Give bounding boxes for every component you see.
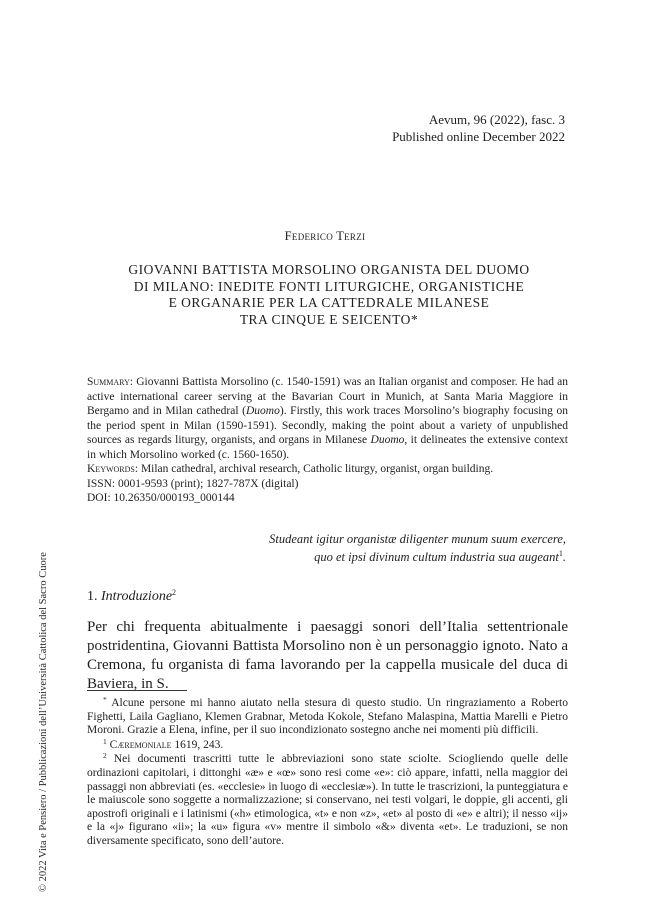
copyright-sidebar: © 2022 Vita e Pensiero / Pubblicazioni dell’Università Cattolica del Sacro Cuore	[38, 552, 49, 892]
footnote	[87, 736, 568, 753]
title-line-text: TRA CINQUE E SEICENTO	[239, 311, 411, 327]
footnote-ref[interactable]: 2	[172, 588, 177, 597]
section-number: 1.	[87, 589, 101, 604]
footnote	[87, 697, 568, 738]
footnote-mark: 1	[103, 736, 107, 746]
abstract	[87, 375, 568, 462]
journal-citation: Aevum, 96 (2022), fasc. 3	[428, 112, 565, 127]
title-line: E ORGANARIE PER LA CATTEDRALE MILANESE	[168, 295, 490, 310]
epigraph-text: quo et ipsi divinum cultum industria sua augeant	[314, 550, 559, 564]
footnote-text: Nei documenti trascritti tutte le abbreviazioni sono state sciolte. Sciogliendo quelle delle ordinazioni capitolari, i dittonghi «æ» e «œ» sono resi come «e»: ciò appare, infatti, nella maggior dei passaggi non abbreviati (es. «ecclesie» in luogo di «ecclesiæ»). In tutte le trascrizioni, la punteggiatura e le maiuscole sono soggette a normalizzazione; si conservano, nei testi volgari, le doppie, gli accenti, gli apostrofi originali e i latinismi («h» etimologica, «t» e non «z», «et» al posto di «e» e altri); il nesso «ij» e la «j» figurano «ii»; la «u» figura «v» mentre il simbolo «&» diventa «et». Le traduzioni, se non diversamente specificato, sono dell’autore.	[87, 753, 568, 847]
publication-date: Published online December 2022	[392, 129, 565, 144]
summary-text: Giovanni Battista Morsolino (c. 1540-1591) was an Italian organist and composer. He had an active international career serving at the Bavarian Court in Munich, at Santa Maria Maggiore in Bergamo and in Milan cathedral (	[87, 376, 568, 417]
title-line: GIOVANNI BATTISTA MORSOLINO ORGANISTA DEL DUOMO	[128, 262, 530, 277]
summary-label: Summary:	[87, 376, 134, 388]
footnote-ref[interactable]: 1	[558, 549, 563, 558]
keywords-label: Keywords:	[87, 463, 139, 475]
footnote-divider	[87, 690, 187, 691]
footnote-source: Cæremoniale	[109, 738, 172, 751]
section-heading	[87, 589, 176, 605]
summary-italic: Duomo	[245, 405, 280, 417]
epigraph-end: .	[562, 550, 566, 564]
keywords-block	[87, 462, 568, 506]
title-line	[90, 312, 568, 329]
epigraph	[269, 530, 566, 566]
keywords-line	[87, 462, 568, 477]
title-footnote-marker: *	[410, 311, 419, 327]
footnotes	[87, 697, 568, 850]
issn: ISSN: 0001-9593 (print); 1827-787X (digital)	[87, 477, 299, 490]
summary-text: , it delineates the extensive context in which Morsolino worked (c. 1560-1650).	[87, 434, 568, 461]
summary-text: ). Firstly, this work traces Morsolino’s biography focusing on the period spent in Milan (1590-1591). Secondly, making the point about a variety of unpublished sources as regards liturgy, organists, and organs in Milanese	[87, 405, 568, 446]
title-line: DI MILANO: INEDITE FONTI LITURGICHE, ORGANISTICHE	[133, 278, 525, 294]
author-name: Federico Terzi	[284, 229, 366, 243]
footnote-text: 1619, 243.	[171, 738, 224, 751]
footnote	[87, 753, 568, 848]
section-title: Introduzione	[101, 589, 173, 604]
keywords-text: Milan cathedral, archival research, Catholic liturgy, organist, organ building.	[138, 463, 494, 475]
epigraph-line: Studeant igitur organistæ diligenter munum suum exercere,	[269, 532, 566, 546]
footnote-text: Alcune persone mi hanno aiutato nella stesura di questo studio. Un ringraziamento a Roberto Fighetti, Laila Gagliano, Klemen Grabnar, Metoda Kokole, Stefano Malaspina, Mattia Marelli e Pietro Moroni. Grazie a Elena, infine, per il suo incondizionato sostegno anche nei momenti più difficili.	[87, 697, 568, 737]
doi: DOI: 10.26350/000193_000144	[87, 492, 235, 504]
footnote-mark: *	[103, 695, 107, 704]
epigraph-line	[269, 548, 566, 566]
journal-info	[392, 111, 565, 145]
summary-italic: Duomo	[370, 434, 405, 446]
article-title	[90, 262, 568, 328]
body-paragraph: Per chi frequenta abitualmente i paesaggi sonori dell’Italia settentrionale postridentina, Giovanni Battista Morsolino non è un personaggio ignoto. Nato a Cremona, fu organista di fama lavorando per la cappella musicale del duca di Baviera, in S.	[87, 619, 568, 692]
footnote-mark: 2	[103, 751, 107, 761]
